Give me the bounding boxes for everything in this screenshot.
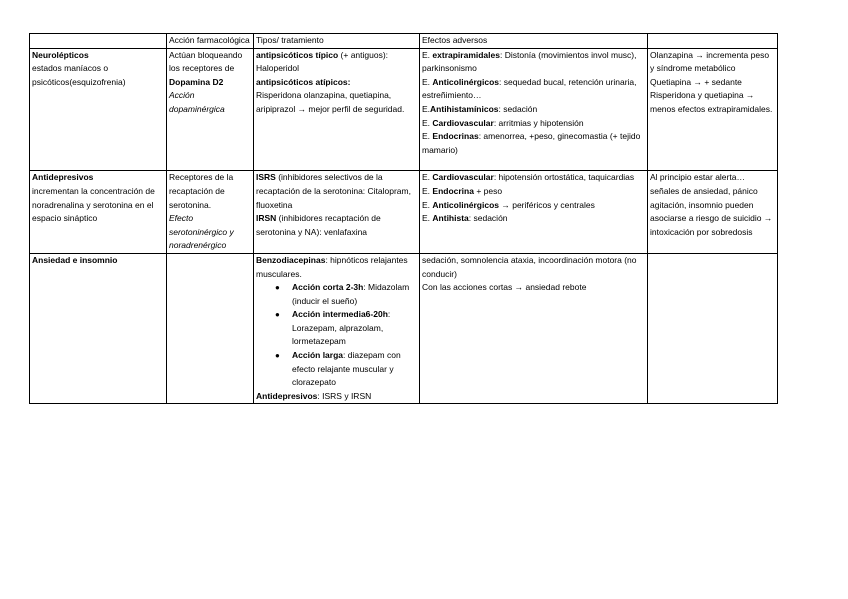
isrs-label: ISRS — [256, 172, 276, 183]
pharmacology-table — [29, 33, 778, 404]
efecto-prefix: E. — [422, 185, 433, 196]
efecto-prefix: E. — [422, 76, 433, 87]
benzo-list — [256, 281, 417, 390]
efecto-item — [422, 130, 645, 157]
efecto-label: Anticolinérgicos — [432, 199, 499, 210]
tipos-isrs — [256, 171, 417, 212]
efecto-label: Anticolinérgicos — [432, 76, 499, 87]
irsn-label: IRSN — [256, 213, 277, 224]
row-antidepresivos — [30, 171, 778, 254]
efecto-item — [422, 49, 645, 76]
efecto-label: Cardiovascular — [432, 117, 494, 128]
item-label: Acción larga — [292, 350, 344, 361]
bullet-icon: ● — [275, 283, 280, 293]
efecto-prefix: E. — [422, 199, 433, 210]
cell-accion — [167, 48, 254, 171]
efecto-item — [422, 171, 645, 185]
atipico-drugs: Risperidona olanzapina, quetiapina, aripiprazol → mejor perfil de seguridad. — [256, 90, 405, 114]
tipico-drug: Haloperidol — [256, 63, 299, 74]
efecto-text: : amenorrea, +peso, ginecomastia (+ tejido mamario) — [422, 131, 641, 155]
accion-text: Actúan bloqueando los receptores de — [169, 49, 243, 74]
list-item — [275, 349, 417, 390]
row-neurolepticos — [30, 48, 778, 171]
efecto-prefix: E. — [422, 172, 433, 183]
cell-note: Al principio estar alerta… señales de ansiedad, pánico agitación, insomnio pueden asociarse a riesgo de suicidio → intoxicación por sobredosis — [648, 171, 778, 254]
efecto-item — [422, 185, 645, 199]
cell-efectos — [420, 48, 648, 171]
list-item — [275, 281, 417, 308]
antidep-text: : ISRS y IRSN — [317, 390, 372, 401]
efecto-label: Endocrina — [432, 185, 474, 196]
header-cell-empty — [30, 34, 167, 49]
antidep-label: Antidepresivos — [256, 390, 318, 401]
accion-effect: Acción dopaminérgica — [169, 90, 225, 114]
cell-tipos — [254, 171, 420, 254]
cell-category — [30, 253, 167, 404]
efecto-item — [422, 76, 645, 103]
efecto-item — [422, 117, 645, 131]
efecto-prefix: E. — [422, 213, 433, 224]
efecto-text: → periféricos y centrales — [499, 199, 595, 210]
cell-accion-empty — [167, 253, 254, 404]
tipos-irsn — [256, 212, 417, 239]
efecto-text: : arritmias y hipotensión — [493, 117, 584, 128]
cell-category — [30, 171, 167, 254]
bullet-icon: ● — [275, 351, 280, 361]
benzo-text: : hipnóticos relajantes musculares. — [256, 254, 408, 279]
efecto-item: Con las acciones cortas → ansiedad rebote — [422, 282, 587, 293]
tipos-tipico — [256, 49, 417, 63]
item-text: : diazepam con efecto relajante muscular y clorazepato — [292, 350, 401, 388]
efecto-text: : Distonía (movimientos invol musc), parkinsonismo — [422, 49, 637, 74]
irsn-text: (inhibidores recaptación de serotonina y NA): venlafaxina — [256, 213, 381, 237]
cell-category — [30, 48, 167, 171]
category-title: Antidepresivos — [32, 172, 94, 183]
accion-receptor: Dopamina D2 — [169, 76, 224, 87]
isrs-text: (inhibidores selectivos de la recaptación de la serotonina: Citalopram, fluoxetina — [256, 172, 411, 210]
category-title: Ansiedad e insomnio — [32, 254, 118, 265]
efecto-text: : sequedad bucal, retención urinaria, estreñimiento… — [422, 76, 637, 101]
cell-efectos — [420, 171, 648, 254]
category-desc: incrementan la concentración de noradrenalina y serotonina en el espacio sináptico — [32, 185, 155, 224]
efecto-item — [422, 212, 645, 226]
cell-spacer — [422, 157, 645, 170]
efecto-item — [422, 199, 645, 213]
efecto-text: + peso — [473, 185, 503, 196]
cell-tipos — [254, 253, 420, 404]
efecto-item: sedación, somnolencia ataxia, incoordinación motora (no conducir) — [422, 254, 637, 279]
header-tipos: Tipos/ tratamiento — [254, 34, 420, 49]
category-desc: estados maníacos o psicóticos(esquizofrenia) — [32, 63, 126, 87]
efecto-label: Endocrinas — [432, 131, 479, 142]
cell-tipos — [254, 48, 420, 171]
efecto-label: Antihistamínicos — [430, 103, 499, 114]
tipos-antidep — [256, 390, 417, 404]
efecto-label: Cardiovascular — [432, 172, 494, 183]
efecto-prefix: E. — [422, 49, 433, 60]
bullet-icon: ● — [275, 310, 280, 320]
cell-accion — [167, 171, 254, 254]
list-item — [275, 308, 417, 349]
accion-text: Receptores de la recaptación de serotonina. — [169, 172, 234, 210]
efecto-label: extrapiramidales — [432, 49, 500, 60]
tipico-rest: (+ antiguos): — [338, 49, 389, 60]
efecto-text: : sedación — [498, 103, 538, 114]
efecto-item — [422, 103, 645, 117]
cell-note-empty — [648, 253, 778, 404]
item-label: Acción corta 2-3h — [292, 282, 364, 293]
efecto-prefix: E. — [422, 117, 433, 128]
category-title: Neurolépticos — [32, 49, 89, 60]
cell-note: Olanzapina → incrementa peso y síndrome metabólico Quetiapina → + sedante Risperidona y quetiapina → menos efectos extrapiramidales. — [648, 48, 778, 171]
tipico-label: antipsicóticos típico — [256, 49, 339, 60]
item-label: Acción intermedia6-20h — [292, 309, 388, 320]
tipos-benzo — [256, 254, 417, 281]
atipico-label: antipsicóticos atípicos: — [256, 76, 351, 87]
header-efectos: Efectos adversos — [420, 34, 648, 49]
item-text: : Lorazepam, alprazolam, lormetazepam — [292, 309, 391, 347]
header-accion: Acción farmacológica — [167, 34, 254, 49]
efecto-prefix: E. — [422, 103, 431, 114]
efecto-label: Antihista — [432, 213, 469, 224]
header-cell-notes — [648, 34, 778, 49]
efecto-prefix: E. — [422, 131, 433, 142]
efecto-text: : hipotensión ortostática, taquicardias — [493, 172, 635, 183]
item-text: : Midazolam (inducir el sueño) — [292, 282, 410, 306]
accion-effect: Efecto serotoninérgico y noradrenérgico — [169, 213, 234, 251]
row-ansiedad — [30, 253, 778, 404]
cell-efectos — [420, 253, 648, 404]
efecto-text: : sedación — [468, 213, 508, 224]
benzo-label: Benzodiacepinas — [256, 254, 326, 265]
header-row — [30, 34, 778, 49]
